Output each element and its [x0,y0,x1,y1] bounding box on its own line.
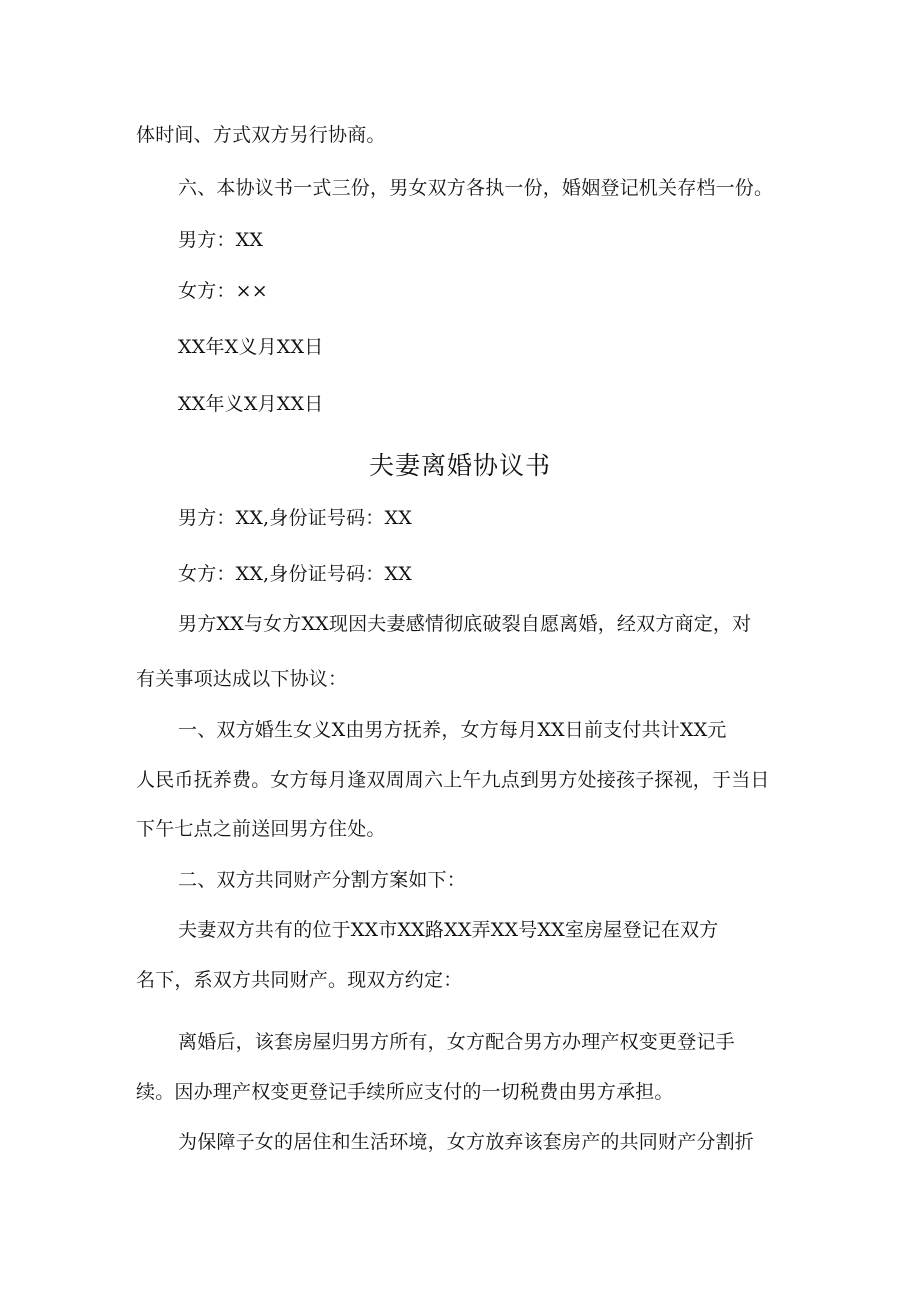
intro-line-1: 男方XX与女方XX现因夫妻感情彻底破裂自愿离婚，经双方商定，对 [178,613,752,635]
clause-one-line-3: 下午七点之前送回男方住处。 [136,818,386,840]
date-line-1: XX年X义月XX日 [178,336,324,358]
clause-two: 二、双方共同财产分割方案如下： [178,869,467,891]
house-line-2: 续。因办理产权变更登记手续所应支付的一切税费由男方承担。 [136,1081,674,1103]
date-line-2: XX年义X月XX日 [178,393,324,415]
intro-line-2: 有关事项达成以下协议： [136,668,348,690]
carryover-line: 体时间、方式双方另行协商。 [136,124,386,146]
party-female: 女方：XX,身份证号码：XX [178,563,412,585]
property-line-2: 名下，系双方共同财产。现双方约定： [136,969,463,991]
house-line-1: 离婚后，该套房屋归男方所有，女方配合男方办理产权变更登记手 [178,1031,735,1053]
party-male: 男方：XX,身份证号码：XX [178,507,412,529]
clause-six: 六、本协议书一式三份，男女双方各执一份，婚姻登记机关存档一份。 [178,177,774,199]
child-line-1: 为保障子女的居住和生活环境，女方放弃该套房产的共同财产分割折 [178,1131,755,1153]
clause-one-line-2: 人民币抚养费。女方每月逢双周周六上午九点到男方处接孩子探视，于当日 [136,769,770,791]
clause-one-line-1: 一、双方婚生女义X由男方抚养，女方每月XX日前支付共计XX元 [178,719,727,741]
signature-female: 女方：×× [178,280,268,302]
document-title: 夫妻离婚协议书 [368,451,551,480]
signature-male: 男方：XX [178,229,264,251]
property-line-1: 夫妻双方共有的位于XX市XX路XX弄XX号XX室房屋登记在双方 [178,919,719,941]
